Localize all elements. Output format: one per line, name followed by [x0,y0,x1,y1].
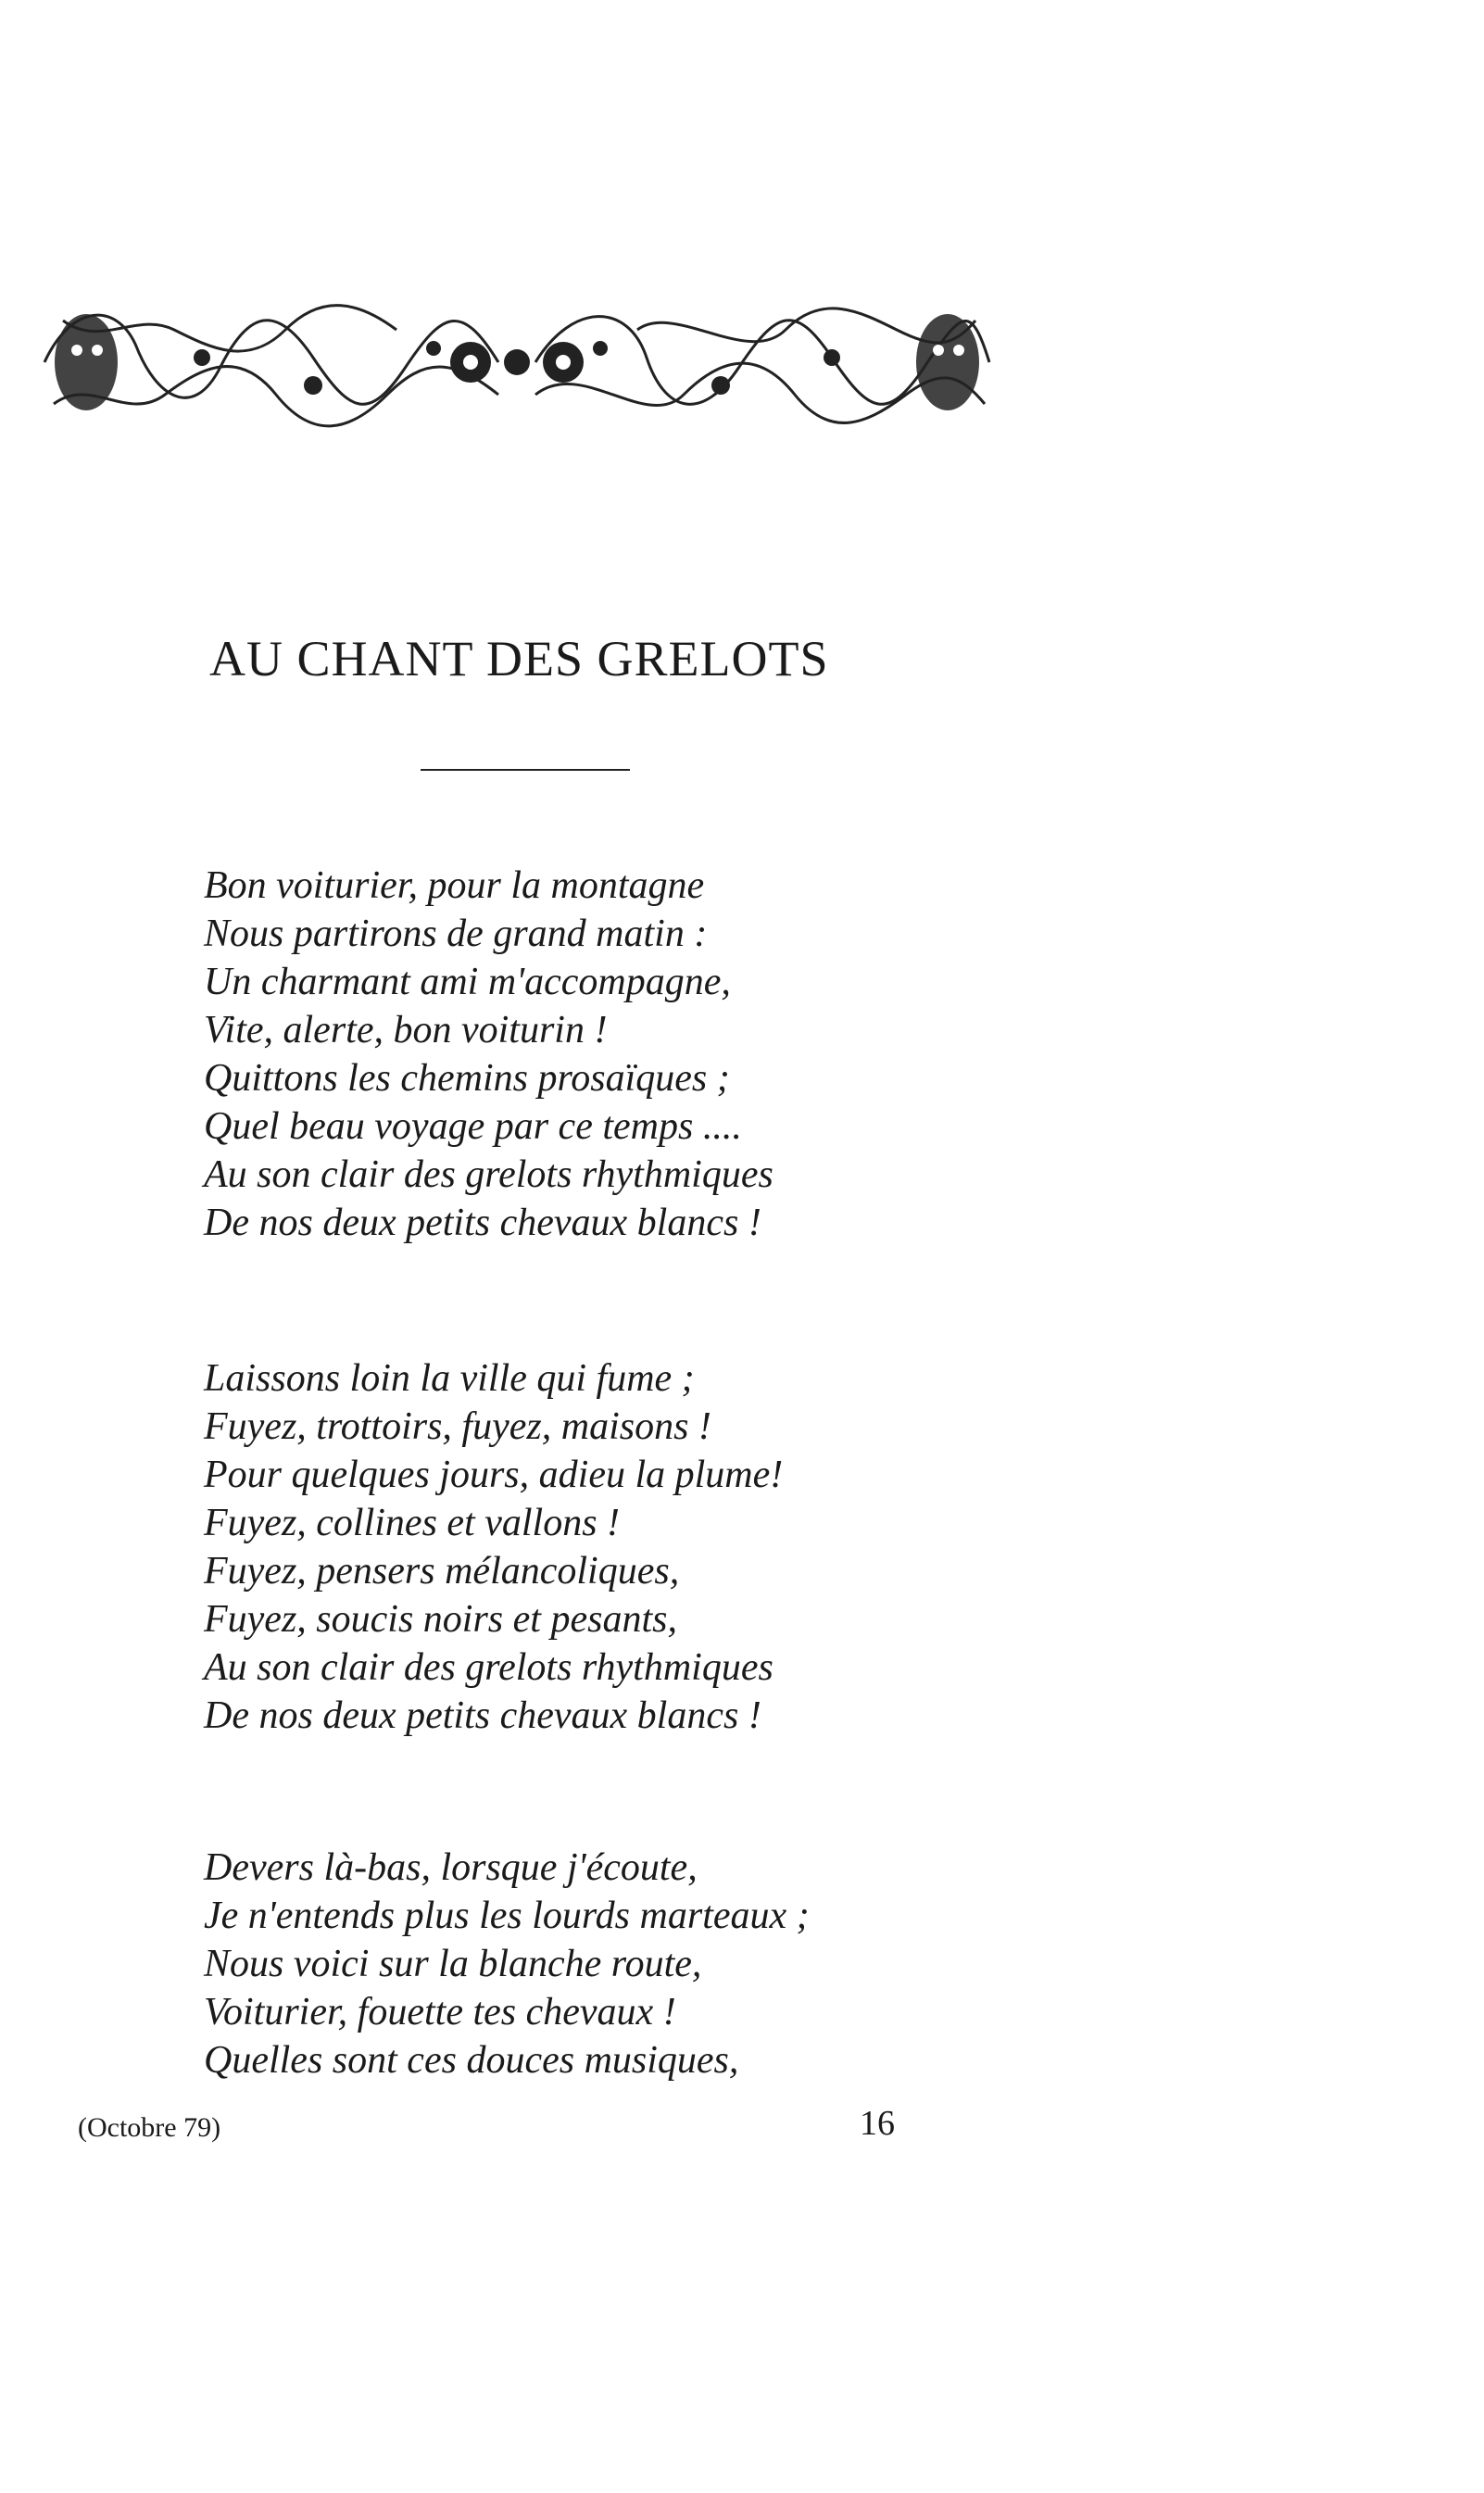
signature-mark: 16 [860,2104,895,2143]
stanza-1 [204,862,773,1247]
stanza-2 [204,1354,783,1740]
poem-line: Au son clair des grelots rhythmiques [204,1646,773,1689]
poem-line: Fuyez, pensers mélancoliques, [204,1550,680,1593]
poem-line: Quel beau voyage par ce temps .... [204,1105,742,1148]
poem-line: Pour quelques jours, adieu la plume! [204,1454,784,1496]
poem-line: Fuyez, trottoirs, fuyez, maisons ! [204,1405,711,1448]
poem-line: Devers là-bas, lorsque j'écoute, [204,1846,698,1889]
poem-line: Laissons loin la ville qui fume ; [204,1357,695,1400]
poem-line: De nos deux petits chevaux blancs ! [204,1694,761,1737]
poem-line: Quittons les chemins prosaïques ; [204,1057,730,1100]
poem-line: Fuyez, collines et vallons ! [204,1502,621,1544]
poem-title: AU CHANT DES GRELOTS [209,631,829,686]
poem-line: Nous partirons de grand matin : [204,913,708,955]
poem-line: Au son clair des grelots rhythmiques [204,1153,773,1196]
footer-date: (Octobre 79) [78,2112,221,2143]
poem-line: Quelles sont ces douces musiques, [204,2039,739,2082]
stanza-3 [204,1844,810,2084]
floral-scroll-ornament-icon [35,293,999,432]
poem-line: Je n'entends plus les lourds marteaux ; [204,1895,810,1937]
poem-line: Un charmant ami m'accompagne, [204,961,731,1003]
poem-line: Nous voici sur la blanche route, [204,1943,702,1985]
poem-line: Bon voiturier, pour la montagne [204,864,705,907]
poem-line: Fuyez, soucis noirs et pesants, [204,1598,677,1641]
title-divider [421,769,630,771]
poem-line: Voiturier, fouette tes chevaux ! [204,1991,676,2033]
poem-line: Vite, alerte, bon voiturin ! [204,1009,608,1051]
poem-line: De nos deux petits chevaux blancs ! [204,1202,761,1244]
